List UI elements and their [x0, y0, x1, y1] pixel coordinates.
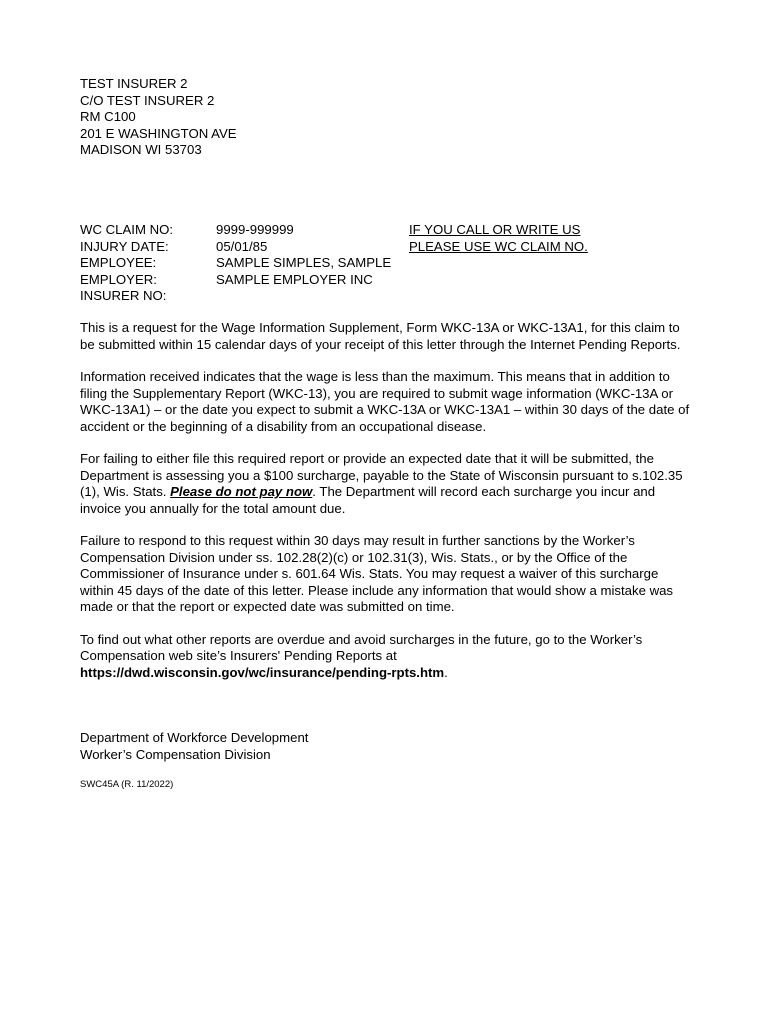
address-line: MADISON WI 53703: [80, 142, 202, 157]
claim-info: [80, 222, 700, 305]
claim-row-employee: [80, 255, 700, 272]
claim-label: EMPLOYEE:: [80, 255, 157, 270]
paragraph-sanctions: Failure to respond to this request within 30 days may result in further sanctions by the Worker’s Compensation Division under ss. 102.28(2)(c) or 102.31(3), Wis. Stats., or by the Office of the Commissioner of Insurance under s. 601.64 Wis. Stats. You may request a waiver of this surcharge within 45 days of the date of this letter. Please include any information that would show a mistake was made or that the report or expected date was submitted on time.: [80, 533, 674, 614]
recipient-address: [80, 76, 237, 159]
address-line: 201 E WASHINGTON AVE: [80, 125, 237, 141]
paragraph-wage-info: Information received indicates that the wage is less than the maximum. This means that in addition to filing the Supplementary Report (WKC-13), you are required to submit wage information (WKC-13A or WKC-13A1) – or the date you expect to submit a WKC-13A or WKC-13A1 – within 30 days of the date of accident or the beginning of a disability from an occupational disease.: [80, 369, 690, 434]
claim-value: 9999-999999: [216, 222, 294, 237]
signature-line: Worker’s Compensation Division: [80, 746, 271, 762]
signature-block: [80, 730, 308, 763]
claim-row-employer: [80, 272, 700, 289]
claim-note: IF YOU CALL OR WRITE US: [409, 222, 581, 237]
claim-value: SAMPLE SIMPLES, SAMPLE: [216, 255, 392, 270]
claim-label: EMPLOYER:: [80, 271, 157, 287]
address-line: C/O TEST INSURER 2: [80, 92, 215, 108]
letter-body: [80, 320, 690, 697]
pending-reports-text: To find out what other reports are overdue and avoid surcharges in the future, go to the Worker’s Compensation web site’s Insurers' Pending Reports at: [80, 631, 643, 663]
paragraph-request: This is a request for the Wage Information Supplement, Form WKC-13A or WKC-13A1, for this claim to be submitted within 15 calendar days of your receipt of this letter through the Internet Pending Reports.: [80, 320, 681, 352]
claim-value: 05/01/85: [216, 238, 268, 254]
pending-reports-text-end: .: [444, 664, 448, 680]
surcharge-text-end: . The Department will record each surcharge you incur and invoice you annually for the total amount due.: [80, 484, 656, 516]
paragraph-pending-reports: [80, 632, 690, 682]
claim-label: INSURER NO:: [80, 288, 167, 303]
claim-value: SAMPLE EMPLOYER INC: [216, 271, 373, 287]
address-line: RM C100: [80, 109, 136, 124]
form-code: SWC45A (R. 11/2022): [80, 779, 174, 790]
do-not-pay-notice: Please do not pay now: [170, 484, 313, 499]
claim-row-insurer-no: [80, 288, 700, 305]
surcharge-text: For failing to either file this required report or provide an expected date that it will be submitted, the Department is assessing you a $100 surcharge, payable to the State of Wisconsin pursuant to s.102.35 (1), Wis. Stats.: [80, 451, 683, 499]
claim-note: PLEASE USE WC CLAIM NO.: [409, 238, 588, 254]
signature-line: Department of Workforce Development: [80, 730, 309, 745]
claim-row-injury-date: [80, 239, 700, 256]
address-line: TEST INSURER 2: [80, 76, 188, 91]
claim-label: WC CLAIM NO:: [80, 222, 174, 237]
claim-row-wc-claim-no: [80, 222, 700, 239]
claim-label: INJURY DATE:: [80, 238, 169, 254]
pending-reports-link[interactable]: https://dwd.wisconsin.gov/wc/insurance/pending-rpts.htm: [80, 664, 445, 680]
paragraph-surcharge: [80, 451, 690, 517]
